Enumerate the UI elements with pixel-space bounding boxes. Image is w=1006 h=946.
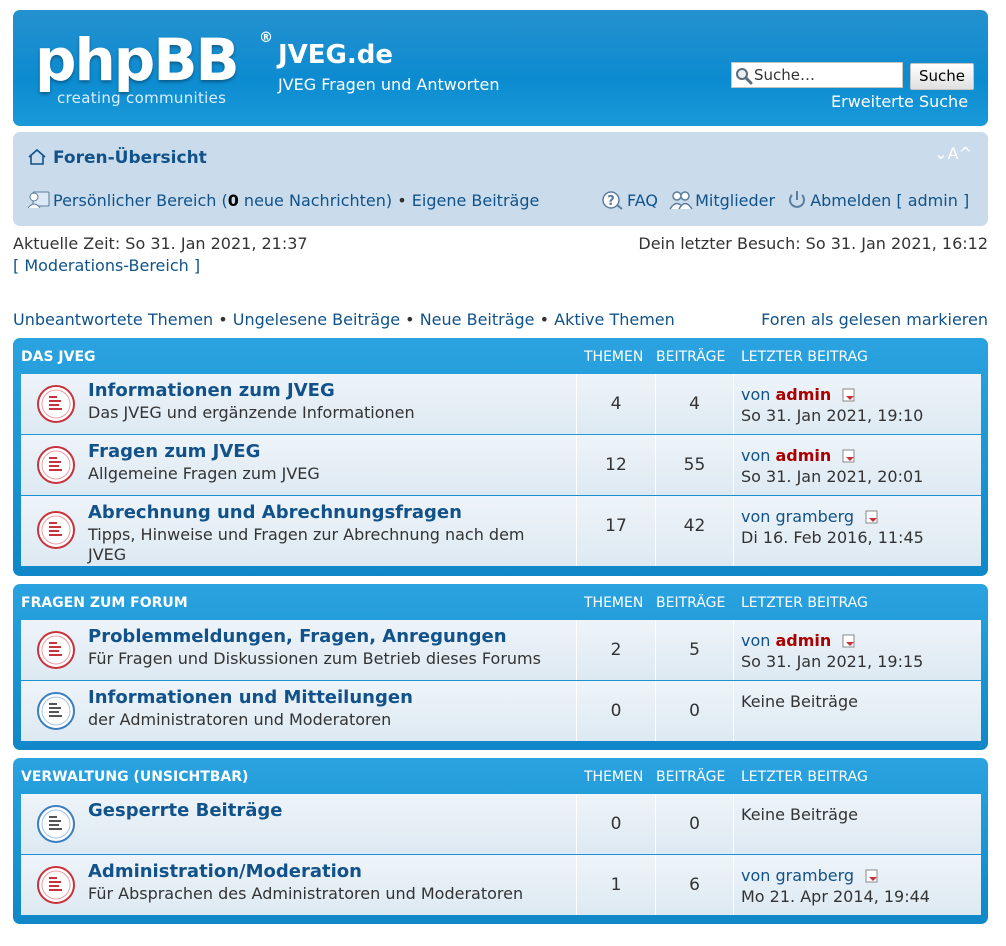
column-posts: BEITRÄGE (656, 349, 726, 365)
category-verwaltung (13, 758, 988, 924)
forum-row (21, 681, 981, 741)
forum-read-icon (36, 804, 76, 844)
view-latest-post-icon[interactable] (865, 510, 879, 524)
personal-area-text-pre: Persönlicher Bereich ( (53, 191, 228, 210)
nav-separator: • (397, 191, 412, 210)
search-box[interactable] (731, 62, 903, 88)
unread-posts-link[interactable]: Ungelesene Beiträge (232, 310, 401, 329)
forum-row (21, 374, 981, 434)
category-title[interactable]: DAS JVEG (21, 349, 96, 365)
forum-row (21, 794, 981, 854)
forum-description: der Administratoren und Moderatoren (88, 710, 392, 729)
category-header (13, 584, 988, 620)
search-input[interactable] (754, 65, 899, 85)
category-header (13, 758, 988, 794)
column-posts: BEITRÄGE (656, 595, 726, 611)
active-topics-link[interactable]: Aktive Themen (554, 310, 675, 329)
last-post-info (741, 630, 923, 672)
column-topics: THEMEN (584, 349, 644, 365)
last-post-by: von (741, 385, 776, 404)
user-card-icon (27, 190, 51, 210)
last-post-date: So 31. Jan 2021, 19:15 (741, 652, 924, 671)
last-post-info (741, 506, 924, 548)
forum-read-icon (36, 691, 76, 731)
posts-count: 5 (689, 640, 700, 660)
view-latest-post-icon[interactable] (865, 869, 879, 883)
site-title[interactable]: JVEG.de (278, 40, 394, 70)
unanswered-topics-link[interactable]: Unbeantwortete Themen (13, 310, 214, 329)
quick-links (13, 310, 675, 329)
column-last-post: LETZTER BEITRAG (741, 595, 868, 611)
forum-description: Für Absprachen des Administratoren und Moderatoren (88, 884, 524, 903)
forum-title[interactable]: Informationen und Mitteilungen (88, 687, 413, 708)
home-icon (27, 148, 47, 166)
personal-area-text-post: neue Nachrichten) (238, 191, 393, 210)
logo-wordmark: phpBB (35, 26, 238, 94)
forum-description: Das JVEG und ergänzende Informationen (88, 403, 415, 422)
forum-index-label: Foren-Übersicht (53, 148, 207, 168)
forum-row (21, 435, 981, 495)
category-header (13, 338, 988, 374)
search-icon (735, 67, 753, 85)
topics-count: 17 (605, 516, 627, 536)
quick-sep: • (213, 310, 233, 329)
search-button[interactable]: Suche (910, 63, 974, 90)
posts-count: 0 (689, 701, 700, 721)
view-latest-post-icon[interactable] (842, 449, 856, 463)
site-description: JVEG Fragen und Antworten (278, 75, 500, 94)
logout-link[interactable] (786, 191, 969, 210)
forum-row (21, 855, 981, 915)
logo-registered-mark: ® (259, 30, 273, 46)
current-time: Aktuelle Zeit: So 31. Jan 2021, 21:37 (13, 234, 308, 253)
topics-count: 4 (610, 394, 622, 414)
forum-description: Für Fragen und Diskussionen zum Betrieb dieses Forums (88, 649, 541, 668)
last-post-author[interactable]: gramberg (775, 507, 855, 526)
power-icon (786, 190, 808, 210)
own-posts-link[interactable]: Eigene Beiträge (411, 191, 540, 210)
posts-count: 55 (683, 455, 706, 475)
forum-title[interactable]: Gesperrte Beiträge (88, 800, 283, 821)
site-header (13, 10, 988, 126)
posts-count: 0 (689, 814, 700, 834)
last-post-by: von (741, 631, 776, 650)
view-latest-post-icon[interactable] (842, 388, 856, 402)
last-post-date: So 31. Jan 2021, 20:01 (741, 467, 924, 486)
last-post-date: Di 16. Feb 2016, 11:45 (741, 528, 924, 547)
no-posts-label: Keine Beiträge (741, 805, 858, 824)
faq-icon (601, 190, 625, 210)
user-nav-right (601, 190, 969, 210)
moderation-panel-link[interactable]: [ Moderations-Bereich ] (13, 256, 201, 275)
category-das-jveg (13, 338, 988, 576)
last-post-by: von (741, 446, 776, 465)
category-title[interactable]: VERWALTUNG (UNSICHTBAR) (21, 769, 249, 785)
mark-forums-read-link[interactable]: Foren als gelesen markieren (761, 310, 988, 329)
members-link[interactable] (669, 191, 780, 210)
last-post-info (741, 445, 923, 487)
phpbb-logo[interactable] (35, 26, 275, 116)
last-post-author[interactable]: admin (775, 385, 832, 404)
advanced-search-link[interactable]: Erweiterte Suche (831, 92, 969, 111)
logo-tagline: creating communities (57, 89, 227, 107)
members-icon (669, 190, 693, 210)
forum-index-link[interactable] (27, 148, 207, 168)
column-topics: THEMEN (584, 769, 644, 785)
forum-row (21, 496, 981, 566)
category-fragen-zum-forum (13, 584, 988, 750)
topics-count: 0 (610, 814, 622, 834)
forum-row (21, 620, 981, 680)
posts-count: 6 (689, 875, 700, 895)
posts-count: 4 (689, 394, 700, 414)
forum-description: Tipps, Hinweise und Fragen zur Abrechnung nach dem JVEG (88, 525, 525, 564)
forum-unread-icon (36, 510, 76, 550)
quick-sep: • (400, 310, 420, 329)
forum-title[interactable]: Informationen zum JVEG (88, 380, 335, 401)
view-latest-post-icon[interactable] (842, 634, 856, 648)
members-label: Mitglieder (695, 191, 776, 210)
topics-count: 12 (605, 455, 627, 475)
topics-count: 1 (610, 875, 622, 895)
logout-label: Abmelden [ admin ] (810, 191, 970, 210)
last-post-info (741, 384, 923, 426)
posts-count: 42 (683, 516, 706, 536)
column-topics: THEMEN (584, 595, 644, 611)
last-visit: Dein letzter Besuch: So 31. Jan 2021, 16:12 (638, 234, 988, 253)
forum-unread-icon (36, 630, 76, 670)
last-post-author[interactable]: gramberg (775, 866, 855, 885)
column-last-post: LETZTER BEITRAG (741, 769, 868, 785)
user-nav-left (27, 190, 539, 210)
new-messages-count: 0 (227, 191, 239, 210)
column-posts: BEITRÄGE (656, 769, 726, 785)
new-posts-link[interactable]: Neue Beiträge (419, 310, 535, 329)
navbar (13, 132, 988, 226)
column-last-post: LETZTER BEITRAG (741, 349, 868, 365)
forum-title[interactable]: Problemmeldungen, Fragen, Anregungen (88, 626, 507, 647)
last-post-date: Mo 21. Apr 2014, 19:44 (741, 887, 930, 906)
topics-count: 0 (610, 701, 622, 721)
forum-title[interactable]: Abrechnung und Abrechnungsfragen (88, 502, 462, 523)
last-post-author[interactable]: admin (775, 631, 832, 650)
no-posts-label: Keine Beiträge (741, 692, 858, 711)
last-post-date: So 31. Jan 2021, 19:10 (741, 406, 924, 425)
personal-area-link[interactable] (27, 191, 397, 210)
quick-sep: • (534, 310, 555, 329)
forum-title[interactable]: Fragen zum JVEG (88, 441, 261, 462)
last-post-author[interactable]: admin (775, 446, 832, 465)
topics-count: 2 (610, 640, 622, 660)
last-post-by: von (741, 507, 776, 526)
font-resize-control[interactable]: ⌄A^ (934, 144, 972, 163)
forum-unread-icon (36, 384, 76, 424)
forum-unread-icon (36, 445, 76, 485)
forum-description: Allgemeine Fragen zum JVEG (88, 464, 320, 483)
category-title[interactable]: FRAGEN ZUM FORUM (21, 595, 188, 611)
svg-text:?: ? (607, 194, 615, 209)
last-post-by: von (741, 866, 776, 885)
forum-title[interactable]: Administration/Moderation (88, 861, 362, 882)
faq-link[interactable] (601, 191, 663, 210)
forum-unread-icon (36, 865, 76, 905)
last-post-info (741, 865, 930, 907)
faq-label: FAQ (627, 191, 658, 210)
